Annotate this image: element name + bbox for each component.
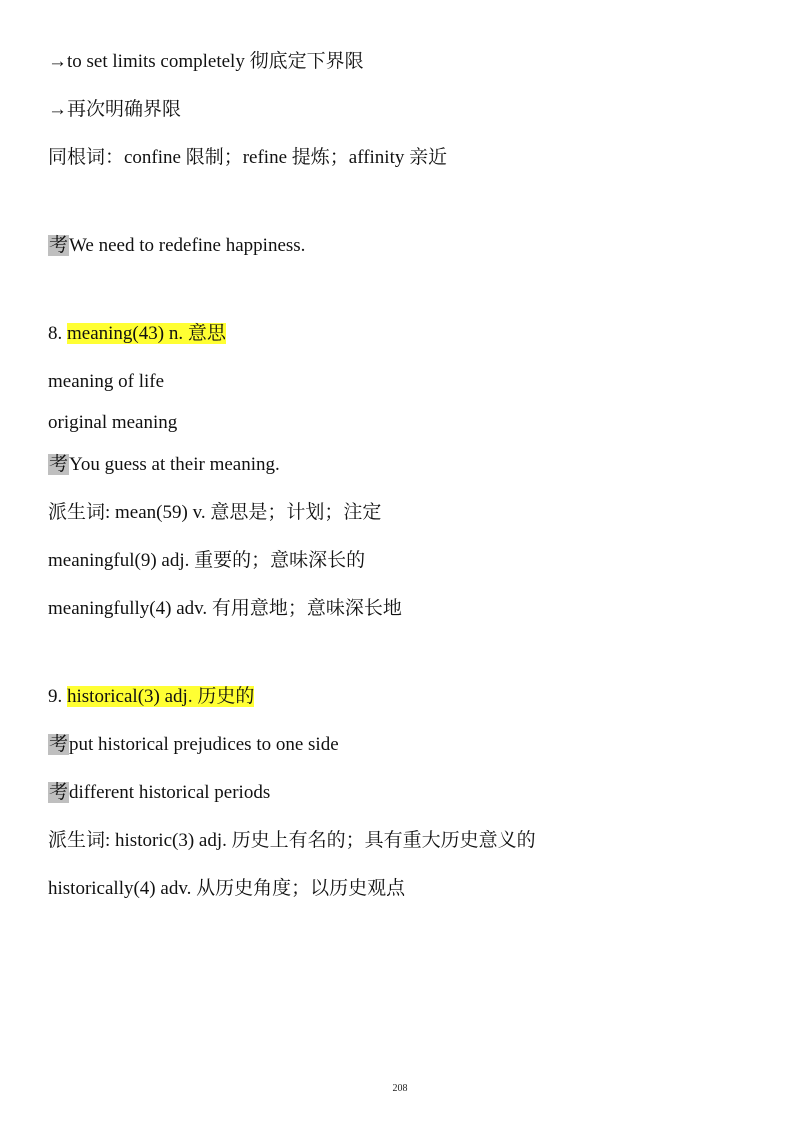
example-line	[48, 452, 280, 478]
exam-tag: 考	[49, 235, 69, 256]
derived-line: 派生词: mean(59) v. 意思是；计划；注定	[48, 502, 382, 523]
highlighted-headword: meaning(43) n. 意思	[67, 323, 226, 344]
derived-line: meaningful(9) adj. 重要的；意味深长的	[48, 550, 366, 571]
derived-line: historically(4) adv. 从历史角度；以历史观点	[48, 878, 406, 899]
phrase-line: original meaning	[48, 412, 178, 433]
derived-line: meaningfully(4) adv. 有用意地；意味深长地	[48, 598, 402, 619]
phrase-line: meaning of life	[48, 371, 165, 392]
example-line	[48, 780, 270, 806]
exam-tag: 考	[49, 734, 69, 755]
entry-number: 8.	[48, 323, 63, 344]
word-entry-header	[48, 321, 226, 347]
word-entry-header	[48, 684, 254, 710]
exam-tag: 考	[49, 782, 69, 803]
derived-line: 派生词: historic(3) adj. 历史上有名的；具有重大历史意义的	[48, 830, 536, 851]
definition-line: →再次明确界限	[48, 99, 182, 120]
example-text: We need to redefine happiness.	[69, 235, 306, 256]
example-text: You guess at their meaning.	[69, 454, 280, 475]
cognates-line: 同根词：confine 限制；refine 提炼；affinity 亲近	[48, 147, 448, 168]
definition-line: →to set limits completely 彻底定下界限	[48, 51, 364, 72]
example-line	[48, 732, 339, 758]
example-text: put historical prejudices to one side	[69, 734, 339, 755]
example-text: different historical periods	[69, 782, 271, 803]
exam-tag: 考	[49, 454, 69, 475]
entry-number: 9.	[48, 686, 63, 707]
example-line	[48, 233, 305, 259]
highlighted-headword: historical(3) adj. 历史的	[67, 686, 255, 707]
page-number: 208	[392, 1083, 408, 1094]
